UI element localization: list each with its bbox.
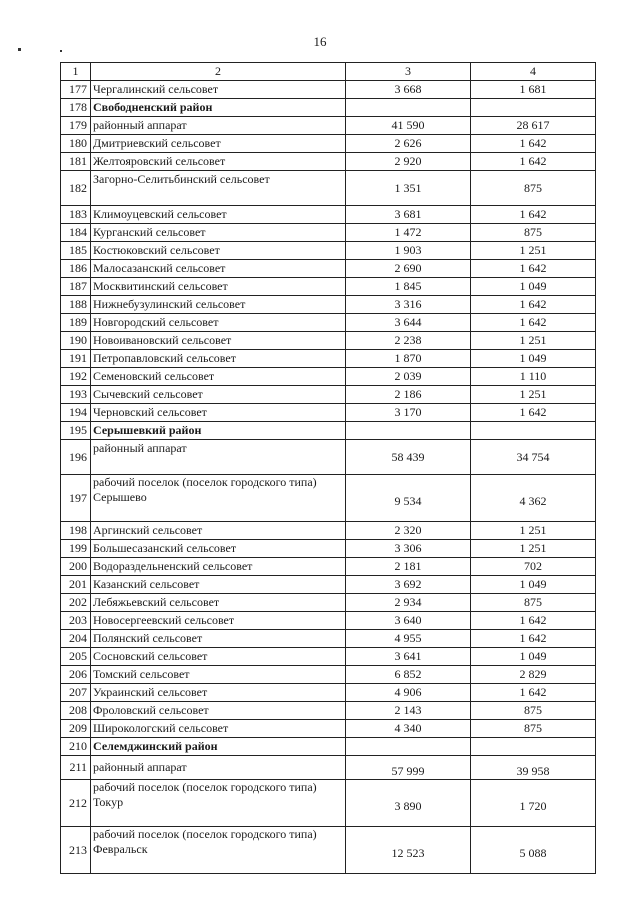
row-value-col4: 1 642 [471, 206, 596, 224]
row-number: 186 [61, 260, 91, 278]
row-value-col4: 875 [471, 720, 596, 738]
row-number: 183 [61, 206, 91, 224]
row-name: Новосергеевский сельсовет [91, 612, 346, 630]
table-row [61, 224, 596, 242]
row-number: 199 [61, 540, 91, 558]
row-value-col3: 3 692 [346, 576, 471, 594]
row-name: Новоивановский сельсовет [91, 332, 346, 350]
row-value-col3: 2 690 [346, 260, 471, 278]
row-number: 209 [61, 720, 91, 738]
row-value-col3: 1 903 [346, 242, 471, 260]
table-row [61, 332, 596, 350]
row-name: Климоуцевский сельсовет [91, 206, 346, 224]
row-number: 204 [61, 630, 91, 648]
row-number: 188 [61, 296, 91, 314]
table-row [61, 630, 596, 648]
row-value-col4: 4 362 [471, 475, 596, 522]
table-row [61, 540, 596, 558]
row-name: Томский сельсовет [91, 666, 346, 684]
row-value-col4: 875 [471, 171, 596, 206]
row-name: Желтояровский сельсовет [91, 153, 346, 171]
table-row [61, 648, 596, 666]
row-value-col3: 2 934 [346, 594, 471, 612]
row-value-col4: 28 617 [471, 117, 596, 135]
row-value-col3: 3 170 [346, 404, 471, 422]
row-name: Лебяжьевский сельсовет [91, 594, 346, 612]
row-value-col4: 1 049 [471, 350, 596, 368]
row-value-col4: 1 642 [471, 314, 596, 332]
header-col-3: 3 [346, 63, 471, 81]
row-value-col3: 3 644 [346, 314, 471, 332]
table-row [61, 576, 596, 594]
table-row [61, 440, 596, 475]
row-number: 201 [61, 576, 91, 594]
row-value-col4: 2 829 [471, 666, 596, 684]
row-name: Москвитинский сельсовет [91, 278, 346, 296]
scan-speck [18, 48, 21, 51]
page-number: 16 [313, 34, 327, 49]
row-value-col3 [346, 99, 471, 117]
row-name: Селемджинский район [91, 738, 346, 756]
row-number: 210 [61, 738, 91, 756]
row-name: Нижнебузулинский сельсовет [91, 296, 346, 314]
row-number: 197 [61, 475, 91, 522]
row-value-col4: 1 049 [471, 576, 596, 594]
row-value-col3: 41 590 [346, 117, 471, 135]
row-value-col3: 2 039 [346, 368, 471, 386]
row-number: 196 [61, 440, 91, 475]
section-row [61, 99, 596, 117]
table-row [61, 135, 596, 153]
table-row [61, 684, 596, 702]
row-name: Полянский сельсовет [91, 630, 346, 648]
row-value-col3: 1 351 [346, 171, 471, 206]
header-col-1: 1 [61, 63, 91, 81]
table-row [61, 666, 596, 684]
row-name: Сычевский сельсовет [91, 386, 346, 404]
row-value-col4 [471, 738, 596, 756]
row-value-col3: 4 955 [346, 630, 471, 648]
row-name: рабочий поселок (поселок городского типа) Февральск [91, 827, 346, 874]
table-row [61, 522, 596, 540]
row-number: 212 [61, 780, 91, 827]
row-number: 200 [61, 558, 91, 576]
row-value-col4: 1 642 [471, 684, 596, 702]
row-name: Загорно-Селитьбинский сельсовет [91, 171, 346, 206]
scan-speck [60, 50, 62, 52]
row-name: рабочий поселок (поселок городского типа) Серышево [91, 475, 346, 522]
row-name: районный аппарат [91, 756, 346, 780]
row-value-col3: 2 143 [346, 702, 471, 720]
row-name: Семеновский сельсовет [91, 368, 346, 386]
row-value-col3: 1 870 [346, 350, 471, 368]
row-value-col4: 1 642 [471, 260, 596, 278]
row-value-col3: 3 890 [346, 780, 471, 827]
row-value-col3: 12 523 [346, 827, 471, 874]
row-number: 194 [61, 404, 91, 422]
row-number: 198 [61, 522, 91, 540]
row-value-col3: 2 186 [346, 386, 471, 404]
row-number: 205 [61, 648, 91, 666]
row-value-col3: 3 668 [346, 81, 471, 99]
row-value-col4: 1 251 [471, 332, 596, 350]
row-number: 193 [61, 386, 91, 404]
row-value-col4: 1 110 [471, 368, 596, 386]
row-number: 213 [61, 827, 91, 874]
row-value-col3 [346, 738, 471, 756]
row-number: 185 [61, 242, 91, 260]
row-value-col4: 1 642 [471, 630, 596, 648]
table-row [61, 558, 596, 576]
row-name: Петропавловский сельсовет [91, 350, 346, 368]
row-value-col4: 1 720 [471, 780, 596, 827]
row-value-col4: 1 642 [471, 296, 596, 314]
row-value-col4: 1 049 [471, 648, 596, 666]
row-name: Новгородский сельсовет [91, 314, 346, 332]
row-value-col4: 1 251 [471, 242, 596, 260]
row-value-col4: 1 642 [471, 135, 596, 153]
row-value-col4: 1 251 [471, 540, 596, 558]
section-row [61, 738, 596, 756]
table-row [61, 117, 596, 135]
row-value-col3: 58 439 [346, 440, 471, 475]
row-name: Дмитриевский сельсовет [91, 135, 346, 153]
row-value-col4: 39 958 [471, 756, 596, 780]
table-row [61, 171, 596, 206]
table-row [61, 350, 596, 368]
row-value-col3: 9 534 [346, 475, 471, 522]
row-value-col3 [346, 422, 471, 440]
table-row [61, 386, 596, 404]
table-row [61, 612, 596, 630]
row-value-col4: 1 642 [471, 153, 596, 171]
row-name: Сосновский сельсовет [91, 648, 346, 666]
row-name: районный аппарат [91, 440, 346, 475]
row-number: 211 [61, 756, 91, 780]
header-col-4: 4 [471, 63, 596, 81]
table-row [61, 404, 596, 422]
row-name: Черновский сельсовет [91, 404, 346, 422]
section-row [61, 422, 596, 440]
row-value-col4: 1 642 [471, 612, 596, 630]
row-number: 178 [61, 99, 91, 117]
table-row [61, 81, 596, 99]
row-value-col4: 702 [471, 558, 596, 576]
row-value-col3: 2 181 [346, 558, 471, 576]
row-value-col4: 34 754 [471, 440, 596, 475]
table-row [61, 475, 596, 522]
row-value-col3: 57 999 [346, 756, 471, 780]
table-row [61, 314, 596, 332]
row-value-col3: 2 320 [346, 522, 471, 540]
table-row [61, 702, 596, 720]
row-name: Аргинский сельсовет [91, 522, 346, 540]
table-row [61, 827, 596, 874]
row-value-col4: 875 [471, 224, 596, 242]
header-row [61, 63, 596, 81]
table-row [61, 756, 596, 780]
row-value-col3: 3 316 [346, 296, 471, 314]
row-value-col3: 3 681 [346, 206, 471, 224]
table-row [61, 720, 596, 738]
row-number: 191 [61, 350, 91, 368]
table-row [61, 780, 596, 827]
row-value-col3: 3 641 [346, 648, 471, 666]
row-number: 179 [61, 117, 91, 135]
row-value-col4 [471, 99, 596, 117]
row-number: 189 [61, 314, 91, 332]
row-value-col3: 1 845 [346, 278, 471, 296]
row-name: Курганский сельсовет [91, 224, 346, 242]
row-value-col4: 1 251 [471, 522, 596, 540]
row-name: Широкологский сельсовет [91, 720, 346, 738]
row-number: 206 [61, 666, 91, 684]
table-header [61, 63, 596, 81]
row-name: Малосазанский сельсовет [91, 260, 346, 278]
row-name: Казанский сельсовет [91, 576, 346, 594]
table-row [61, 153, 596, 171]
row-value-col4: 5 088 [471, 827, 596, 874]
row-number: 181 [61, 153, 91, 171]
table-row [61, 260, 596, 278]
row-name: Фроловский сельсовет [91, 702, 346, 720]
row-number: 202 [61, 594, 91, 612]
table-row [61, 296, 596, 314]
row-name: районный аппарат [91, 117, 346, 135]
header-col-2: 2 [91, 63, 346, 81]
row-name: Свободненский район [91, 99, 346, 117]
table-row [61, 278, 596, 296]
table-row [61, 206, 596, 224]
row-value-col4: 875 [471, 702, 596, 720]
row-number: 190 [61, 332, 91, 350]
row-value-col3: 3 640 [346, 612, 471, 630]
row-value-col3: 3 306 [346, 540, 471, 558]
row-number: 208 [61, 702, 91, 720]
row-value-col4 [471, 422, 596, 440]
row-value-col4: 1 642 [471, 404, 596, 422]
row-value-col3: 4 340 [346, 720, 471, 738]
row-value-col3: 1 472 [346, 224, 471, 242]
row-number: 182 [61, 171, 91, 206]
row-value-col3: 2 920 [346, 153, 471, 171]
row-number: 207 [61, 684, 91, 702]
row-value-col3: 6 852 [346, 666, 471, 684]
row-value-col4: 1 681 [471, 81, 596, 99]
row-number: 180 [61, 135, 91, 153]
row-value-col4: 875 [471, 594, 596, 612]
row-value-col3: 2 626 [346, 135, 471, 153]
table-row [61, 242, 596, 260]
row-name: Костюковский сельсовет [91, 242, 346, 260]
row-name: рабочий поселок (поселок городского типа) Токур [91, 780, 346, 827]
row-value-col3: 4 906 [346, 684, 471, 702]
row-name: Украинский сельсовет [91, 684, 346, 702]
row-value-col3: 2 238 [346, 332, 471, 350]
row-name: Большесазанский сельсовет [91, 540, 346, 558]
row-number: 187 [61, 278, 91, 296]
row-number: 184 [61, 224, 91, 242]
table-body [61, 81, 596, 874]
table-row [61, 594, 596, 612]
row-name: Серышевкий район [91, 422, 346, 440]
row-number: 195 [61, 422, 91, 440]
row-number: 192 [61, 368, 91, 386]
allocation-table [60, 62, 596, 874]
row-value-col4: 1 049 [471, 278, 596, 296]
row-number: 203 [61, 612, 91, 630]
row-name: Чергалинский сельсовет [91, 81, 346, 99]
table-row [61, 368, 596, 386]
row-number: 177 [61, 81, 91, 99]
row-name: Водораздельненский сельсовет [91, 558, 346, 576]
row-value-col4: 1 251 [471, 386, 596, 404]
